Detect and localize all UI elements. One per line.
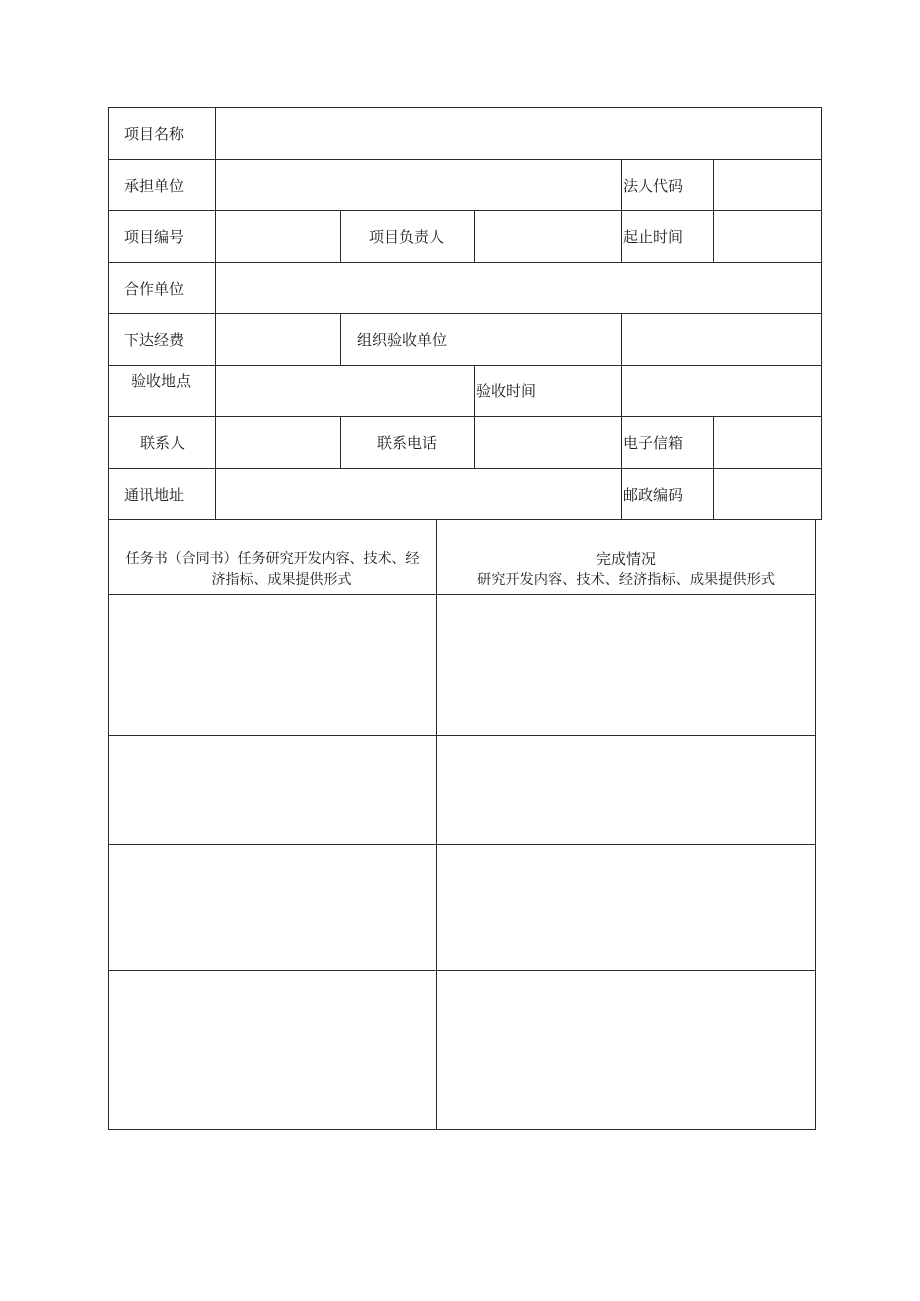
cooperating-unit-label: 合作单位 [124, 280, 185, 298]
funding-field[interactable] [216, 314, 340, 365]
task-content-cell[interactable] [109, 845, 436, 970]
project-number-field[interactable] [216, 211, 340, 262]
acceptance-place-field[interactable] [216, 366, 474, 416]
address-label: 通讯地址 [124, 486, 185, 504]
funding-label: 下达经费 [124, 331, 185, 349]
project-name-label: 项目名称 [124, 125, 185, 143]
column-divider [340, 416, 341, 468]
undertaking-unit-label: 承担单位 [124, 177, 185, 195]
cooperating-unit-field[interactable] [216, 263, 821, 313]
completion-cell[interactable] [437, 845, 815, 970]
email-label: 电子信箱 [623, 434, 684, 452]
contact-label: 联系人 [140, 434, 186, 452]
undertaking-unit-field[interactable] [216, 160, 621, 210]
task-content-header-line2: 济指标、成果提供形式 [211, 572, 352, 588]
table-border-bottom [108, 1129, 816, 1130]
legal-code-field[interactable] [714, 160, 821, 210]
completion-header-line2: 研究开发内容、技术、经济指标、成果提供形式 [477, 572, 775, 588]
completion-cell[interactable] [437, 971, 815, 1129]
email-field[interactable] [714, 417, 821, 468]
completion-header-line1: 完成情况 [595, 550, 656, 568]
completion-header [437, 549, 815, 591]
task-content-header-line1: 任务书（合同书）任务研究开发内容、技术、经 [125, 551, 420, 567]
comparison-right-border [815, 519, 816, 1130]
organizer-field[interactable] [622, 314, 821, 365]
column-divider [340, 313, 341, 365]
address-field[interactable] [216, 469, 621, 519]
postal-code-label: 邮政编码 [623, 486, 684, 504]
phone-field[interactable] [475, 417, 621, 468]
task-content-header [109, 549, 436, 591]
contact-field[interactable] [216, 417, 340, 468]
legal-code-label: 法人代码 [623, 177, 684, 195]
organizer-label: 组织验收单位 [357, 331, 448, 349]
project-leader-label: 项目负责人 [369, 228, 445, 246]
completion-cell[interactable] [437, 595, 815, 735]
period-field[interactable] [714, 211, 821, 262]
task-content-cell[interactable] [109, 736, 436, 844]
period-label: 起止时间 [623, 228, 684, 246]
project-number-label: 项目编号 [124, 228, 185, 246]
acceptance-time-field[interactable] [622, 366, 821, 416]
postal-code-field[interactable] [714, 469, 821, 519]
acceptance-place-label: 验收地点 [131, 372, 192, 390]
column-divider [621, 159, 622, 262]
task-content-cell[interactable] [109, 595, 436, 735]
project-leader-field[interactable] [475, 211, 621, 262]
column-divider [340, 210, 341, 262]
project-name-field[interactable] [216, 108, 821, 159]
table-border-right [821, 107, 822, 520]
acceptance-time-label: 验收时间 [476, 382, 537, 400]
completion-cell[interactable] [437, 736, 815, 844]
phone-label: 联系电话 [377, 434, 438, 452]
task-content-cell[interactable] [109, 971, 436, 1129]
